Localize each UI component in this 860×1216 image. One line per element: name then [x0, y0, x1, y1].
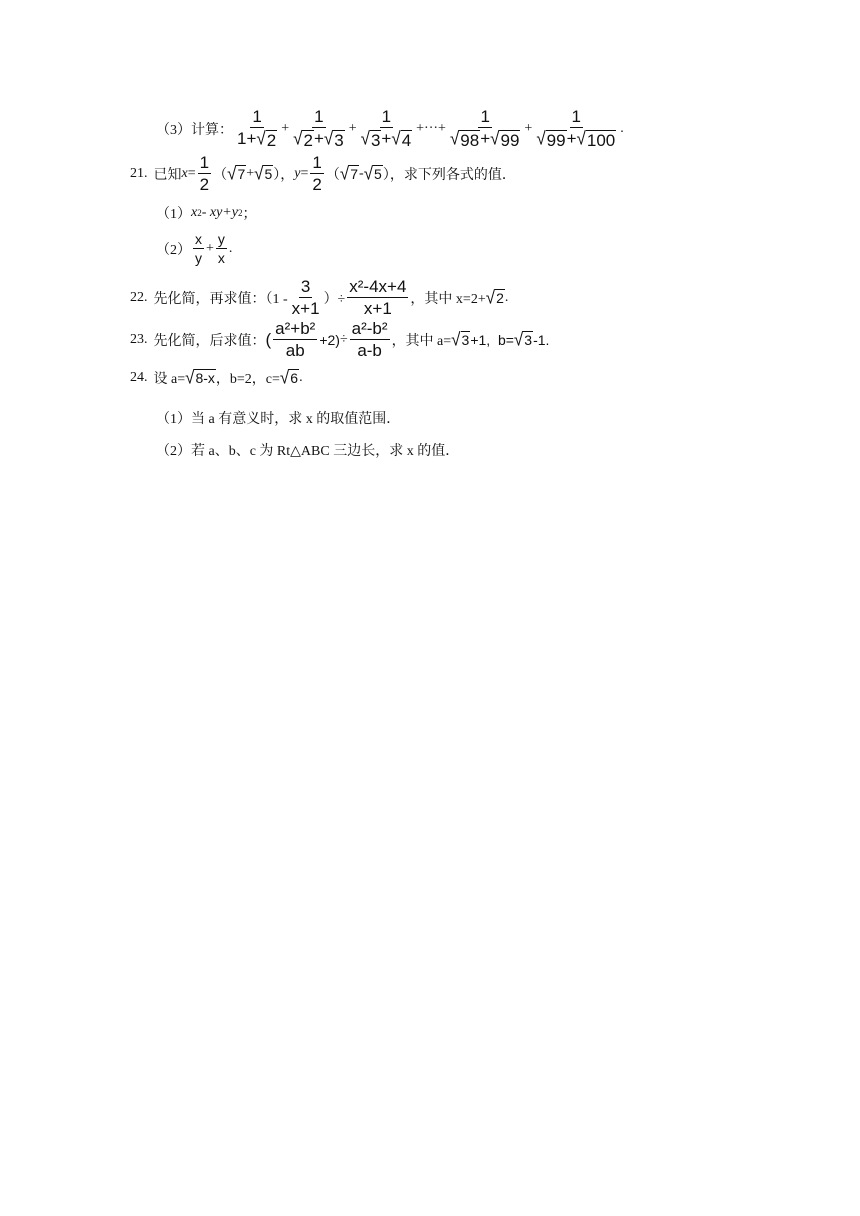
fraction-term-1: 1 1+ √ 2 [237, 107, 277, 150]
q20-part3: （3）计算： 1 1+ √ 2 + 1 √ 2 + √ 3 + 1 √ 3 + √ 4 +···+ 1 √ 98 + √ 99 + 1 √ 99 + √ 100 . [156, 107, 624, 150]
x-over-y: $\frac{x}{y}$ [195, 231, 202, 266]
fraction-term-98: 1 √ 98 + √ 99 [449, 107, 520, 150]
y-over-x: $\frac{y}{x}$ [217, 231, 225, 266]
ellipsis: +···+ [416, 121, 446, 137]
q21-part2: （2） $\frac{x}{y}$ + $\frac{y}{x}$ . [156, 231, 233, 266]
q20-part3-prefix: （3）计算： [156, 123, 233, 139]
fraction-sum-squares: $\frac{\text{a²+b²}}{ab}$ [275, 319, 316, 360]
fraction-diff-squares: $\frac{\text{a²-b²}}{a-b}$ [351, 319, 388, 360]
fraction-term-3: 1 √ 3 + √ 4 [360, 107, 412, 150]
fraction-term-99: 1 √ 99 + √ 100 [536, 107, 616, 150]
q21-part1: （1） x 2 - xy+y 2 ； [156, 205, 257, 222]
question-number: 23. [130, 331, 148, 347]
q22: 22. 先化简，再求值：（1 - $\frac{3}{x+1}$ ）÷ $\frac{\text{x²-4x+4}}{x+1}$ ，其中 x=2+ √ 2 . [130, 277, 509, 318]
q24-part1: （1）当 a 有意义时，求 x 的取值范围． [156, 412, 401, 427]
q21: 21. 已知 x = $\frac{1}{2}$ （ √ 7 + √ 5 ）， y = $\frac{1}{2}$ （ √ 7 - √ 5 ），求下列各式的值． [130, 153, 516, 194]
q24-part2: （2）若 a、b、c 为 Rt△ABC 三边长，求 x 的值． [156, 444, 460, 459]
fraction-term-2: 1 √ 2 + √ 3 [293, 107, 344, 150]
question-number: 21. [130, 165, 148, 181]
q23: 23. 先化简，后求值： ( $\frac{\text{a²+b²}}{ab}$ +2) ÷ $\frac{\text{a²-b²}}{a-b}$ ，其中 a= √ 3 +1, b= √ 3 -1. [130, 319, 550, 360]
question-number: 22. [130, 289, 148, 305]
question-number: 24. [130, 370, 148, 385]
fraction-quadratic: $\frac{\text{x²-4x+4}}{x+1}$ [349, 277, 407, 318]
half-fraction-2: $\frac{1}{2}$ [312, 153, 322, 194]
half-fraction: $\frac{1}{2}$ [199, 153, 210, 194]
q24: 24. 设 a= √ 8-x ，b=2，c= √ 6 . [130, 367, 303, 389]
sqrt-2: √ 2 [256, 128, 277, 150]
fraction-3-over-x1: $\frac{3}{x+1}$ [291, 277, 320, 318]
